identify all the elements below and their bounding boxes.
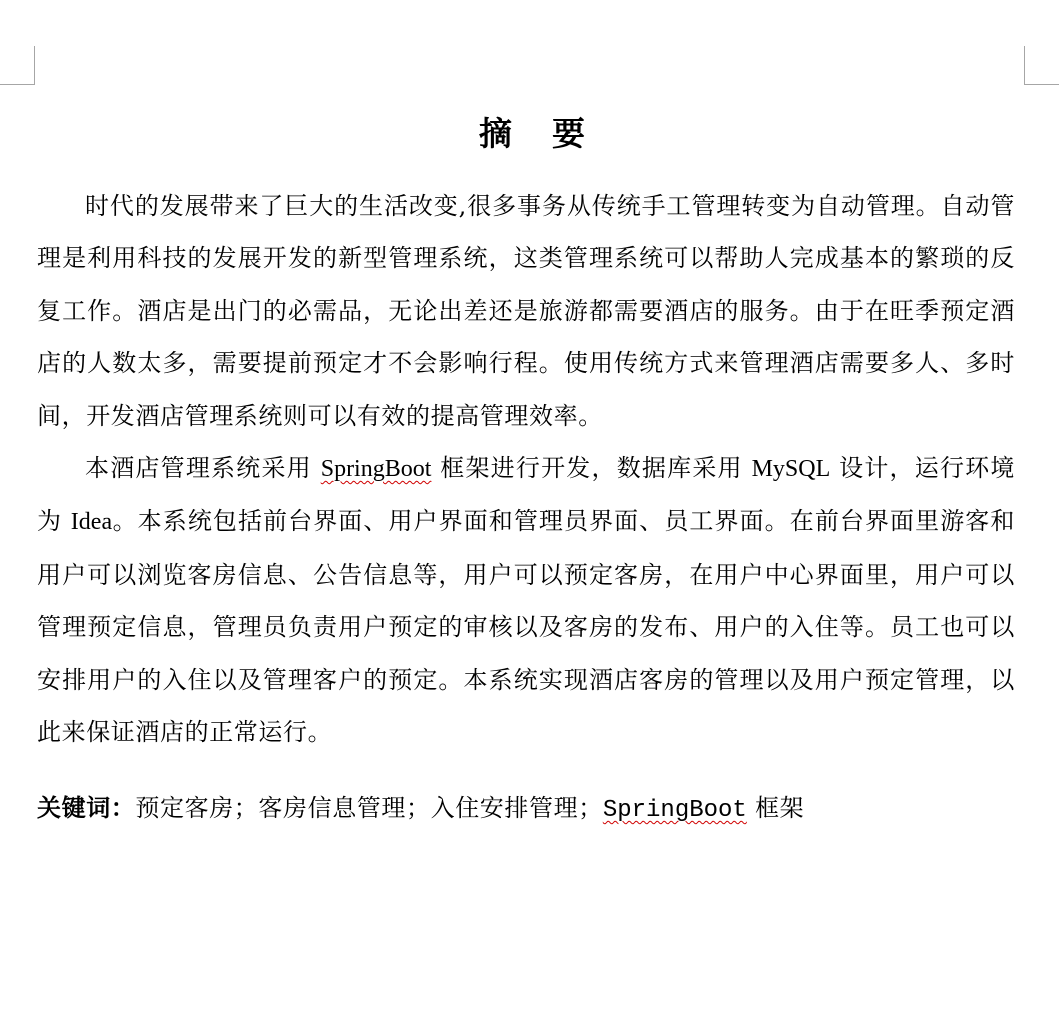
paragraph-2-text-4: 。本系统包括前台界面、用户界面和管理员界面、员工界面。在前台界面里游客和用户可以浏览客房信息、公告信息等，用户可以预定客房，在用户中心界面里，用户可以管理预定信息，管理员负责用户预定的审核以及客房的发布、用户的入住等。员工也可以安排用户的入住以及管理客户的预定。本系统实现酒店客房的管理以及用户预定管理，以此来保证酒店的正常运行。 bbox=[37, 507, 1015, 747]
abstract-paragraph-2 bbox=[37, 442, 1015, 758]
keywords-label: 关键词： bbox=[37, 794, 136, 822]
abstract-body bbox=[37, 180, 1015, 758]
abstract-paragraph-1: 时代的发展带来了巨大的生活改变,很多事务从传统手工管理转变为自动管理。自动管理是利用科技的发展开发的新型管理系统，这类管理系统可以帮助人完成基本的繁琐的反复工作。酒店是出门的必需品，无论出差还是旅游都需要酒店的服务。由于在旺季预定酒店的人数太多，需要提前预定才不会影响行程。使用传统方式来管理酒店需要多人、多时间，开发酒店管理系统则可以有效的提高管理效率。 bbox=[37, 192, 1015, 430]
page-corner-mark-top-left bbox=[0, 46, 35, 85]
paragraph-2-text-3: 设计，运行环境为 bbox=[37, 454, 1015, 536]
keywords-line bbox=[37, 784, 1015, 835]
spellcheck-word-springboot[interactable]: SpringBoot bbox=[320, 456, 432, 483]
term-idea: Idea bbox=[70, 509, 113, 536]
title-char-1: 摘 bbox=[479, 114, 512, 153]
title-char-2: 要 bbox=[552, 114, 585, 153]
keywords-items: 预定客房；客房信息管理；入住安排管理； bbox=[135, 794, 603, 822]
paragraph-2-text-2: 框架进行开发，数据库采用 bbox=[431, 454, 752, 483]
page-corner-mark-top-right bbox=[1024, 46, 1059, 85]
keywords-suffix: 框架 bbox=[746, 794, 805, 822]
keyword-spellcheck-springboot[interactable]: SpringBoot bbox=[602, 797, 747, 824]
paragraph-2-text-1: 本酒店管理系统采用 bbox=[85, 454, 321, 483]
term-mysql: MySQL bbox=[751, 456, 831, 483]
abstract-title bbox=[0, 110, 1064, 158]
